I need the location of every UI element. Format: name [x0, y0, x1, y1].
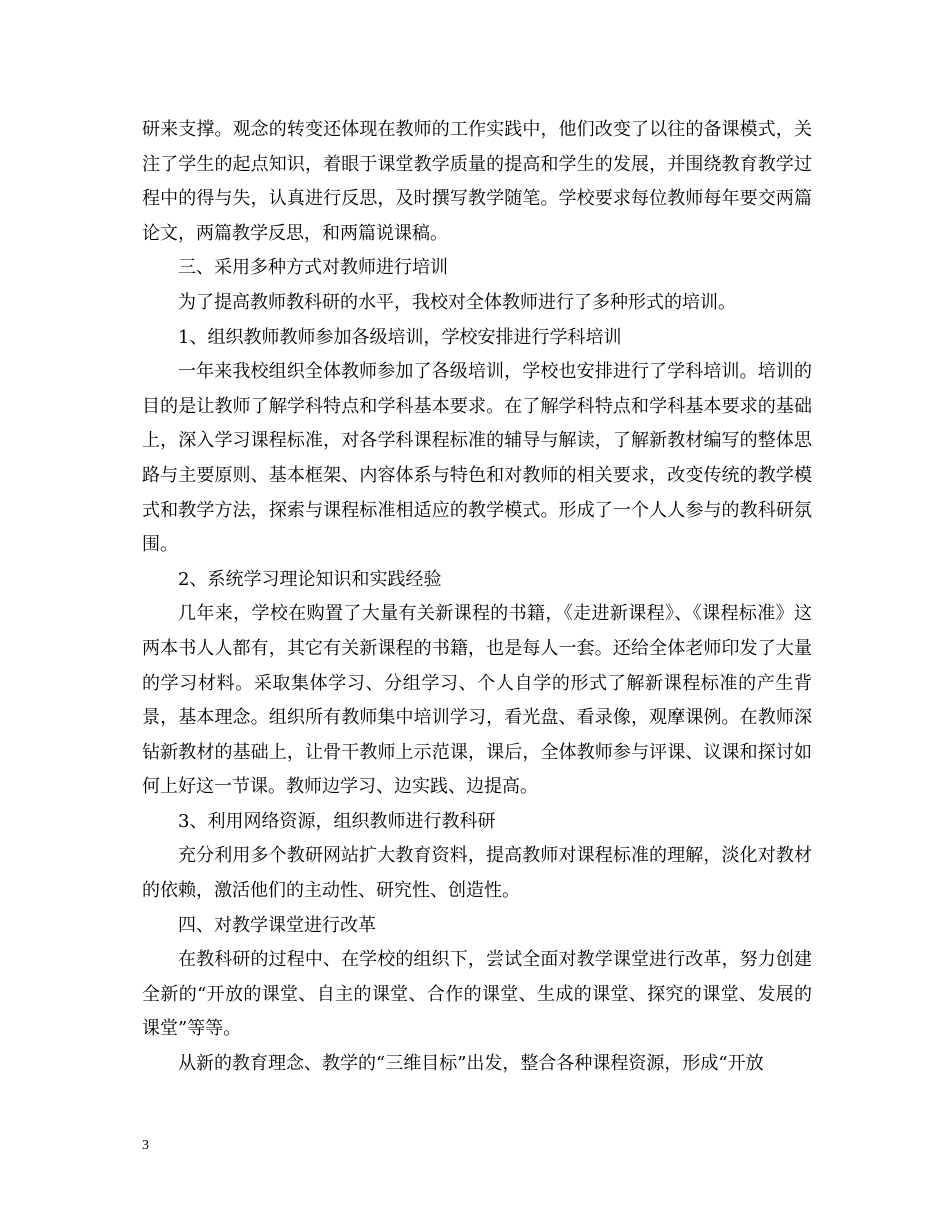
- page-body: [142, 113, 812, 1082]
- paragraph-continuation: 研来支撑。观念的转变还体现在教师的工作实践中，他们改变了以往的备课模式，关注了学生的起点知识，着眼于课堂教学质量的提高和学生的发展，并围绕教育教学过程中的得与失，认真进行反思，及时撰写教学随笔。学校要求每位教师每年要交两篇论文，两篇教学反思，和两篇说课稿。: [142, 119, 812, 244]
- subheading-one: 1、组织教师教师参加各级培训，学校安排进行学科培训: [178, 326, 622, 348]
- paragraph: 在教科研的过程中、在学校的组织下，尝试全面对教学课堂进行改革，努力创建全新的“开放的课堂、自主的课堂、合作的课堂、生成的课堂、探究的课堂、发展的课堂”等等。: [142, 949, 812, 1040]
- paragraph: 几年来，学校在购置了大量有关新课程的书籍，《走进新课程》、《课程标准》这两本书人人都有，其它有关新课程的书籍，也是每人一套。还给全体老师印发了大量的学习材料。采取集体学习、分组学习、个人自学的形式了解新课程标准的产生背景，基本理念。组织所有教师集中培训学习，看光盘、看录像，观摩课例。在教师深钻新教材的基础上，让骨干教师上示范课，课后，全体教师参与评课、议课和探讨如何上好这一节课。教师边学习、边实践、边提高。: [142, 603, 812, 798]
- page-number: 3: [142, 1138, 149, 1153]
- paragraph: 充分利用多个教研网站扩大教育资料，提高教师对课程标准的理解，淡化对教材的依赖，激活他们的主动性、研究性、创造性。: [142, 845, 812, 902]
- paragraph: 一年来我校组织全体教师参加了各级培训，学校也安排进行了学科培训。培训的目的是让教师了解学科特点和学科基本要求。在了解学科特点和学科基本要求的基础上，深入学习课程标准，对各学科课程标准的辅导与解读，了解新教材编写的整体思路与主要原则、基本框架、内容体系与特色和对教师的相关要求，改变传统的教学模式和教学方法，探索与课程标准相适应的教学模式。形成了一个人人参与的教科研氛围。: [142, 361, 812, 556]
- subheading-three: 3、利用网络资源，组织教师进行教科研: [178, 810, 496, 832]
- paragraph: 为了提高教师教科研的水平，我校对全体教师进行了多种形式的培训。: [178, 291, 736, 313]
- subheading-two: 2、系统学习理论知识和实践经验: [178, 568, 442, 590]
- section-heading-four: 四、对教学课堂进行改革: [178, 914, 376, 936]
- section-heading-three: 三、采用多种方式对教师进行培训: [178, 257, 448, 279]
- paragraph: 从新的教育理念、教学的“三维目标”出发，整合各种课程资源，形成“开放: [178, 1053, 764, 1075]
